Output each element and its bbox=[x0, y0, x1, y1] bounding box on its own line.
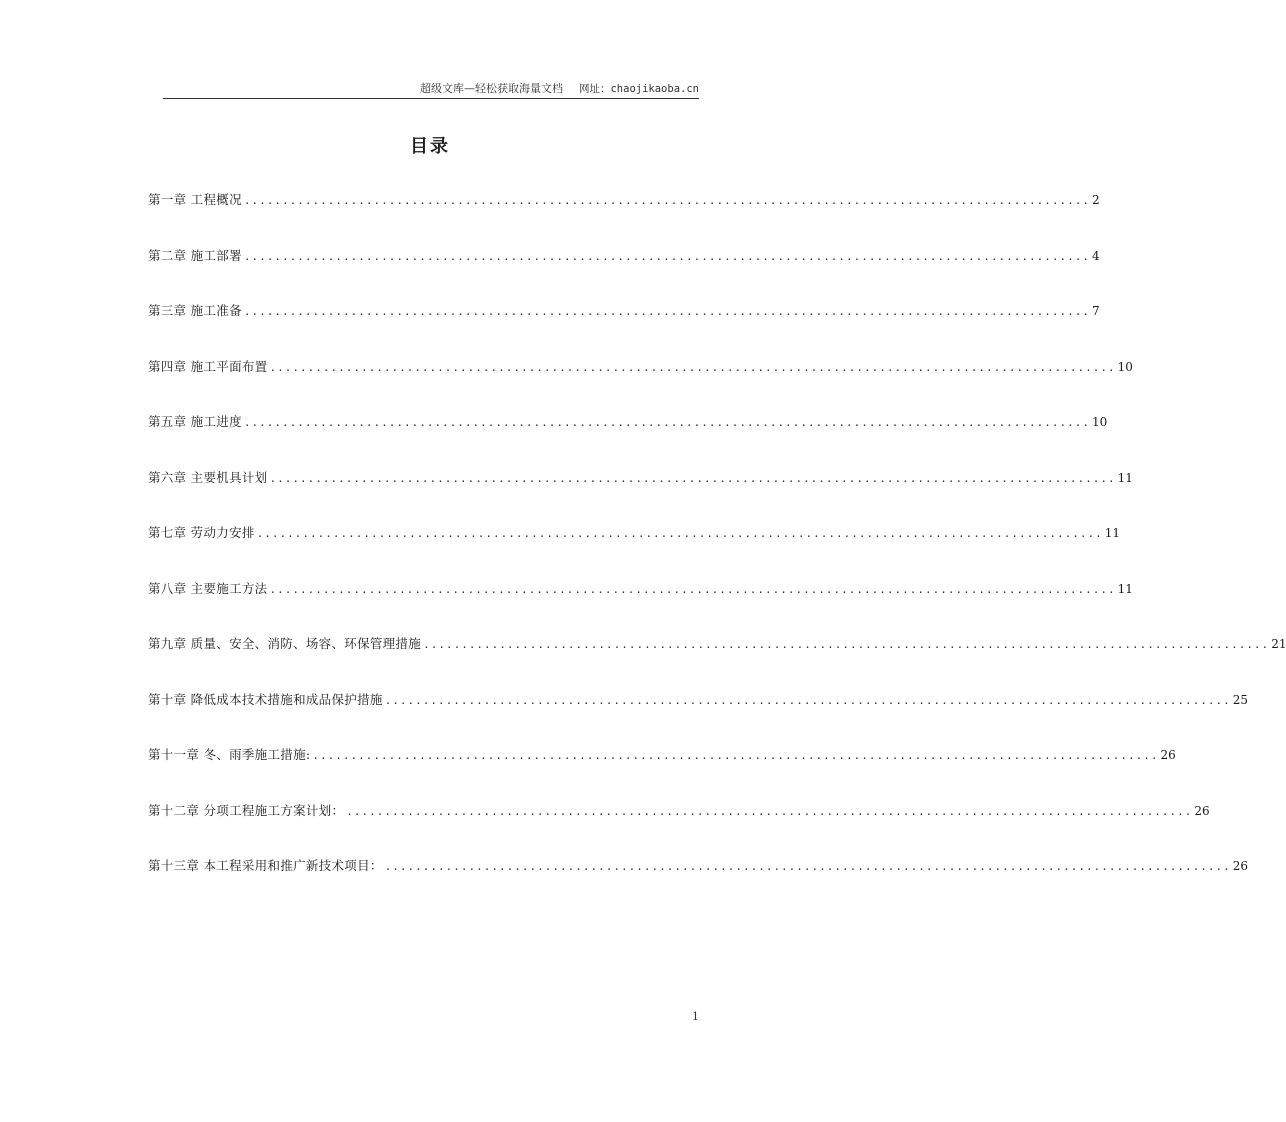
toc-leader-dots: ............................................................................................................... bbox=[384, 693, 1231, 707]
site-url[interactable]: 网址：chaojikaoba.cn bbox=[578, 83, 699, 95]
header-text bbox=[420, 80, 699, 96]
toc-entry-chapter-4[interactable] bbox=[148, 357, 1133, 413]
toc-leader-dots: ............................................................................................................... bbox=[243, 249, 1090, 263]
toc-entry-label: 第四章 施工平面布置 bbox=[148, 358, 268, 374]
toc-entry-label: 第二章 施工部署 bbox=[148, 247, 242, 263]
toc-entry-chapter-7[interactable] bbox=[148, 523, 1121, 579]
toc-title: 目录 bbox=[410, 136, 450, 157]
toc-entry-page: 11 bbox=[1104, 526, 1121, 540]
site-slogan: 超级文库—轻松获取海量文档 bbox=[419, 82, 563, 95]
toc-entry-chapter-2[interactable] bbox=[148, 246, 1100, 302]
toc-entry-chapter-10[interactable] bbox=[148, 690, 1249, 746]
toc-entry-label: 第十一章 冬、雨季施工措施: bbox=[148, 747, 311, 762]
toc-leader-dots: ............................................................................................................... bbox=[312, 749, 1159, 762]
toc-entry-chapter-1[interactable] bbox=[148, 190, 1100, 246]
toc-entry-label: 第六章 主要机具计划 bbox=[148, 469, 268, 485]
toc-entry-page: 4 bbox=[1091, 248, 1100, 263]
toc-entry-page: 11 bbox=[1117, 581, 1133, 596]
toc-leader-dots: ............................................................................................................... bbox=[269, 360, 1116, 374]
toc-leader-dots: ............................................................................................................... bbox=[346, 804, 1193, 818]
toc-entry-page: 2 bbox=[1091, 193, 1100, 207]
toc-entry-chapter-8[interactable] bbox=[148, 579, 1133, 635]
toc-entry-chapter-11[interactable] bbox=[148, 745, 1176, 801]
toc-entry-chapter-12[interactable] bbox=[148, 801, 1210, 857]
page-header bbox=[163, 78, 699, 99]
toc-entry-page: 25 bbox=[1232, 692, 1249, 707]
toc-entry-chapter-5[interactable] bbox=[148, 412, 1108, 468]
toc-entry-label: 第九章 质量、安全、消防、场容、环保管理措施 bbox=[148, 636, 422, 651]
toc-entry-label: 第十二章 分项工程施工方案计划： bbox=[148, 802, 345, 818]
toc-entry-page: 26 bbox=[1160, 748, 1176, 762]
table-of-contents bbox=[148, 190, 1286, 912]
toc-entry-page: 10 bbox=[1091, 415, 1108, 429]
toc-entry-chapter-9[interactable] bbox=[148, 634, 1286, 690]
toc-leader-dots: ............................................................................................................... bbox=[256, 527, 1103, 540]
toc-leader-dots: ............................................................................................................... bbox=[423, 638, 1270, 651]
toc-entry-chapter-13[interactable] bbox=[148, 856, 1249, 912]
toc-leader-dots: ............................................................................................................... bbox=[243, 416, 1090, 429]
toc-entry-page: 7 bbox=[1091, 304, 1100, 318]
toc-entry-label: 第五章 施工进度 bbox=[148, 414, 242, 429]
toc-entry-page: 21 bbox=[1271, 637, 1286, 651]
toc-leader-dots: ............................................................................................................... bbox=[269, 471, 1116, 485]
toc-entry-label: 第八章 主要施工方法 bbox=[148, 580, 268, 596]
toc-entry-label: 第一章 工程概况 bbox=[148, 192, 242, 207]
toc-leader-dots: ............................................................................................................... bbox=[243, 305, 1090, 318]
toc-entry-chapter-6[interactable] bbox=[148, 468, 1133, 524]
toc-entry-page: 26 bbox=[1194, 803, 1210, 818]
toc-entry-page: 11 bbox=[1117, 470, 1133, 485]
toc-entry-label: 第十三章 本工程采用和推广新技术项目： bbox=[148, 858, 383, 873]
toc-entry-page: 26 bbox=[1232, 859, 1249, 873]
toc-leader-dots: ............................................................................................................... bbox=[243, 194, 1090, 207]
toc-entry-chapter-3[interactable] bbox=[148, 301, 1100, 357]
toc-leader-dots: ............................................................................................................... bbox=[269, 582, 1116, 596]
toc-entry-page: 10 bbox=[1117, 359, 1133, 374]
toc-entry-label: 第三章 施工准备 bbox=[148, 303, 242, 318]
page-number: 1 bbox=[692, 1010, 699, 1023]
toc-entry-label: 第十章 降低成本技术措施和成品保护措施 bbox=[148, 691, 383, 707]
toc-leader-dots: ............................................................................................................... bbox=[384, 860, 1231, 873]
toc-entry-label: 第七章 劳动力安排 bbox=[148, 525, 255, 540]
